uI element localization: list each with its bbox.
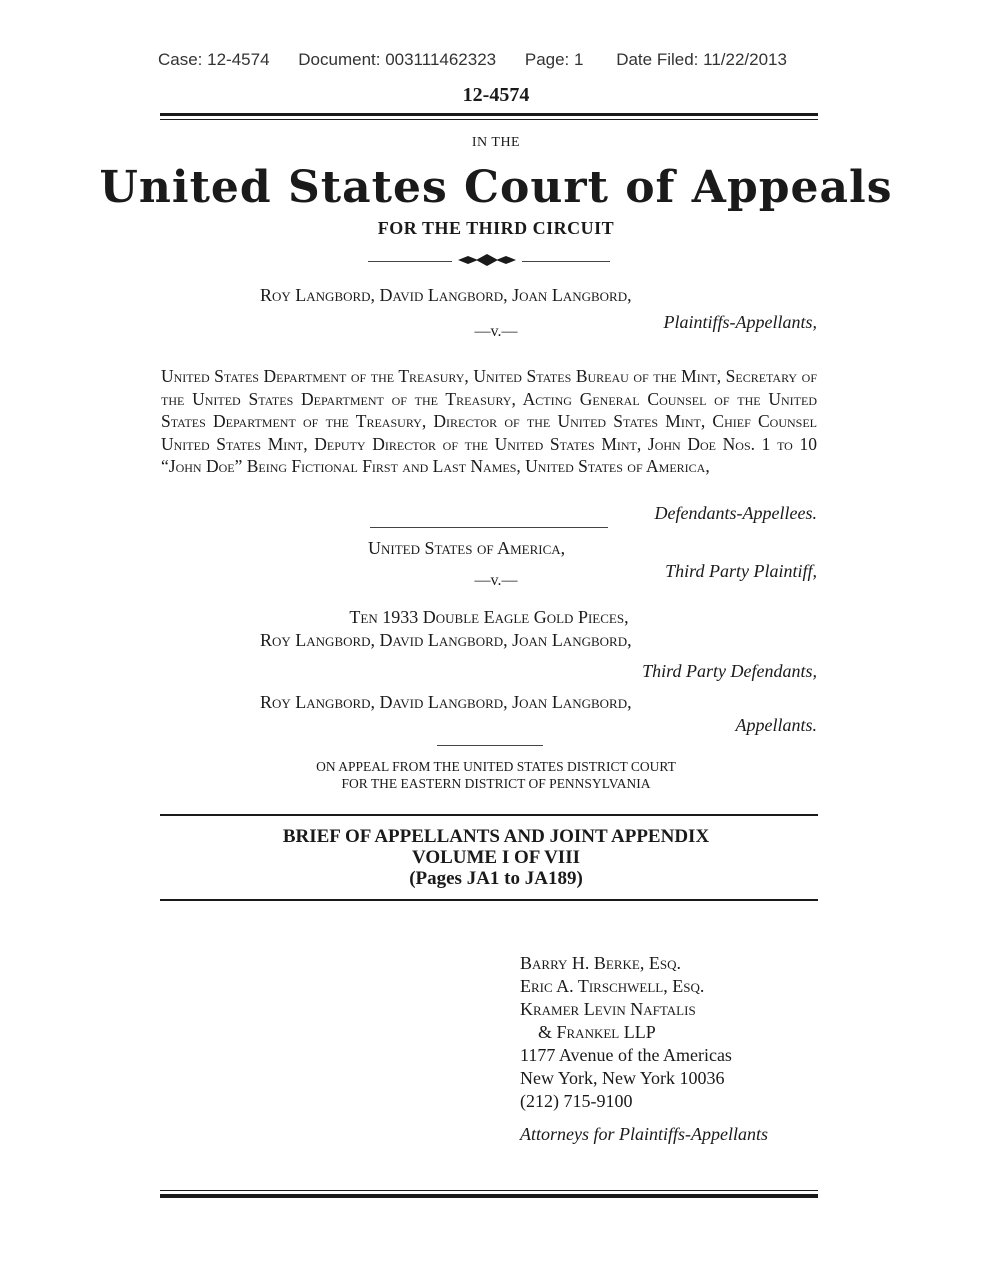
case-number: Case: 12-4574	[158, 50, 270, 69]
third-party-plaintiff-role: Third Party Plaintiff,	[665, 561, 817, 581]
top-rule-thick	[160, 113, 818, 116]
circuit-label: FOR THE THIRD CIRCUIT	[377, 218, 615, 238]
brief-title: BRIEF OF APPELLANTS AND JOINT APPENDIX	[282, 826, 710, 847]
address-line2: New York, New York 10036	[520, 1068, 725, 1088]
appeal-from-line2: FOR THE EASTERN DISTRICT OF PENNSYLVANIA	[341, 776, 651, 791]
address-line1: 1177 Avenue of the Americas	[520, 1045, 732, 1065]
plaintiffs-role: Plaintiffs-Appellants,	[663, 312, 817, 332]
attorney-block	[520, 952, 768, 1146]
filing-header	[158, 50, 787, 70]
brief-title-block	[0, 826, 992, 889]
versus-2: —v.—	[474, 572, 518, 589]
date-filed: Date Filed: 11/22/2013	[616, 50, 787, 69]
court-name: United States Court of Appeals	[99, 162, 893, 213]
caption-divider-1	[370, 527, 608, 528]
appellants-role: Appellants.	[735, 715, 817, 735]
attorney-name-1: Barry H. Berke, Esq.	[520, 953, 681, 973]
plaintiffs-names: Roy Langbord, David Langbord, Joan Langbord,	[260, 285, 632, 305]
phone-number: (212) 715-9100	[520, 1091, 633, 1111]
third-party-defendants-line2: Roy Langbord, David Langbord, Joan Langbord,	[260, 630, 632, 650]
page-number: Page: 1	[524, 50, 584, 69]
docket-number: 12-4574	[462, 84, 530, 106]
defendants-role: Defendants-Appellees.	[654, 503, 817, 523]
appellants-names: Roy Langbord, David Langbord, Joan Langbord,	[260, 692, 632, 712]
in-the-label: IN THE	[471, 135, 521, 150]
brief-rule-bottom	[160, 899, 818, 901]
diamond-ornament-icon	[452, 252, 522, 273]
defendants-list: United States Department of the Treasury, United States Bureau of the Mint, Secretary of the United States Department of the Treasury, Acting General Counsel of the United States Department of the Treasury, Director of the United States Mint, Chief Counsel United States Mint, Deputy Director of the United States Mint, John Doe Nos. 1 to 10 “John Doe” Being Fictional First and Last Names, United States of America,	[161, 366, 817, 476]
law-firm-line1: Kramer Levin Naftalis	[520, 999, 696, 1019]
attorney-role: Attorneys for Plaintiffs-Appellants	[520, 1124, 768, 1144]
law-firm-line2: & Frankel LLP	[538, 1022, 656, 1042]
versus-1: —v.—	[474, 323, 518, 340]
bottom-rule-thick	[160, 1194, 818, 1198]
appeal-from	[0, 758, 992, 792]
brief-volume: VOLUME I OF VIII	[411, 847, 580, 868]
third-party-defendants-line1: Ten 1933 Double Eagle Gold Pieces,	[349, 607, 629, 627]
appeal-from-line1: ON APPEAL FROM THE UNITED STATES DISTRICT COURT	[316, 759, 676, 774]
document-number: Document: 003111462323	[298, 50, 497, 69]
brief-rule-top	[160, 814, 818, 816]
third-party-plaintiff: United States of America,	[368, 538, 566, 558]
third-party-defendants-role: Third Party Defendants,	[642, 661, 817, 681]
caption-divider-2	[437, 745, 543, 746]
brief-pages: (Pages JA1 to JA189)	[409, 868, 583, 889]
attorney-name-2: Eric A. Tirschwell, Esq.	[520, 976, 705, 996]
bottom-rule-thin	[160, 1190, 818, 1191]
top-rule-thin	[160, 119, 818, 120]
